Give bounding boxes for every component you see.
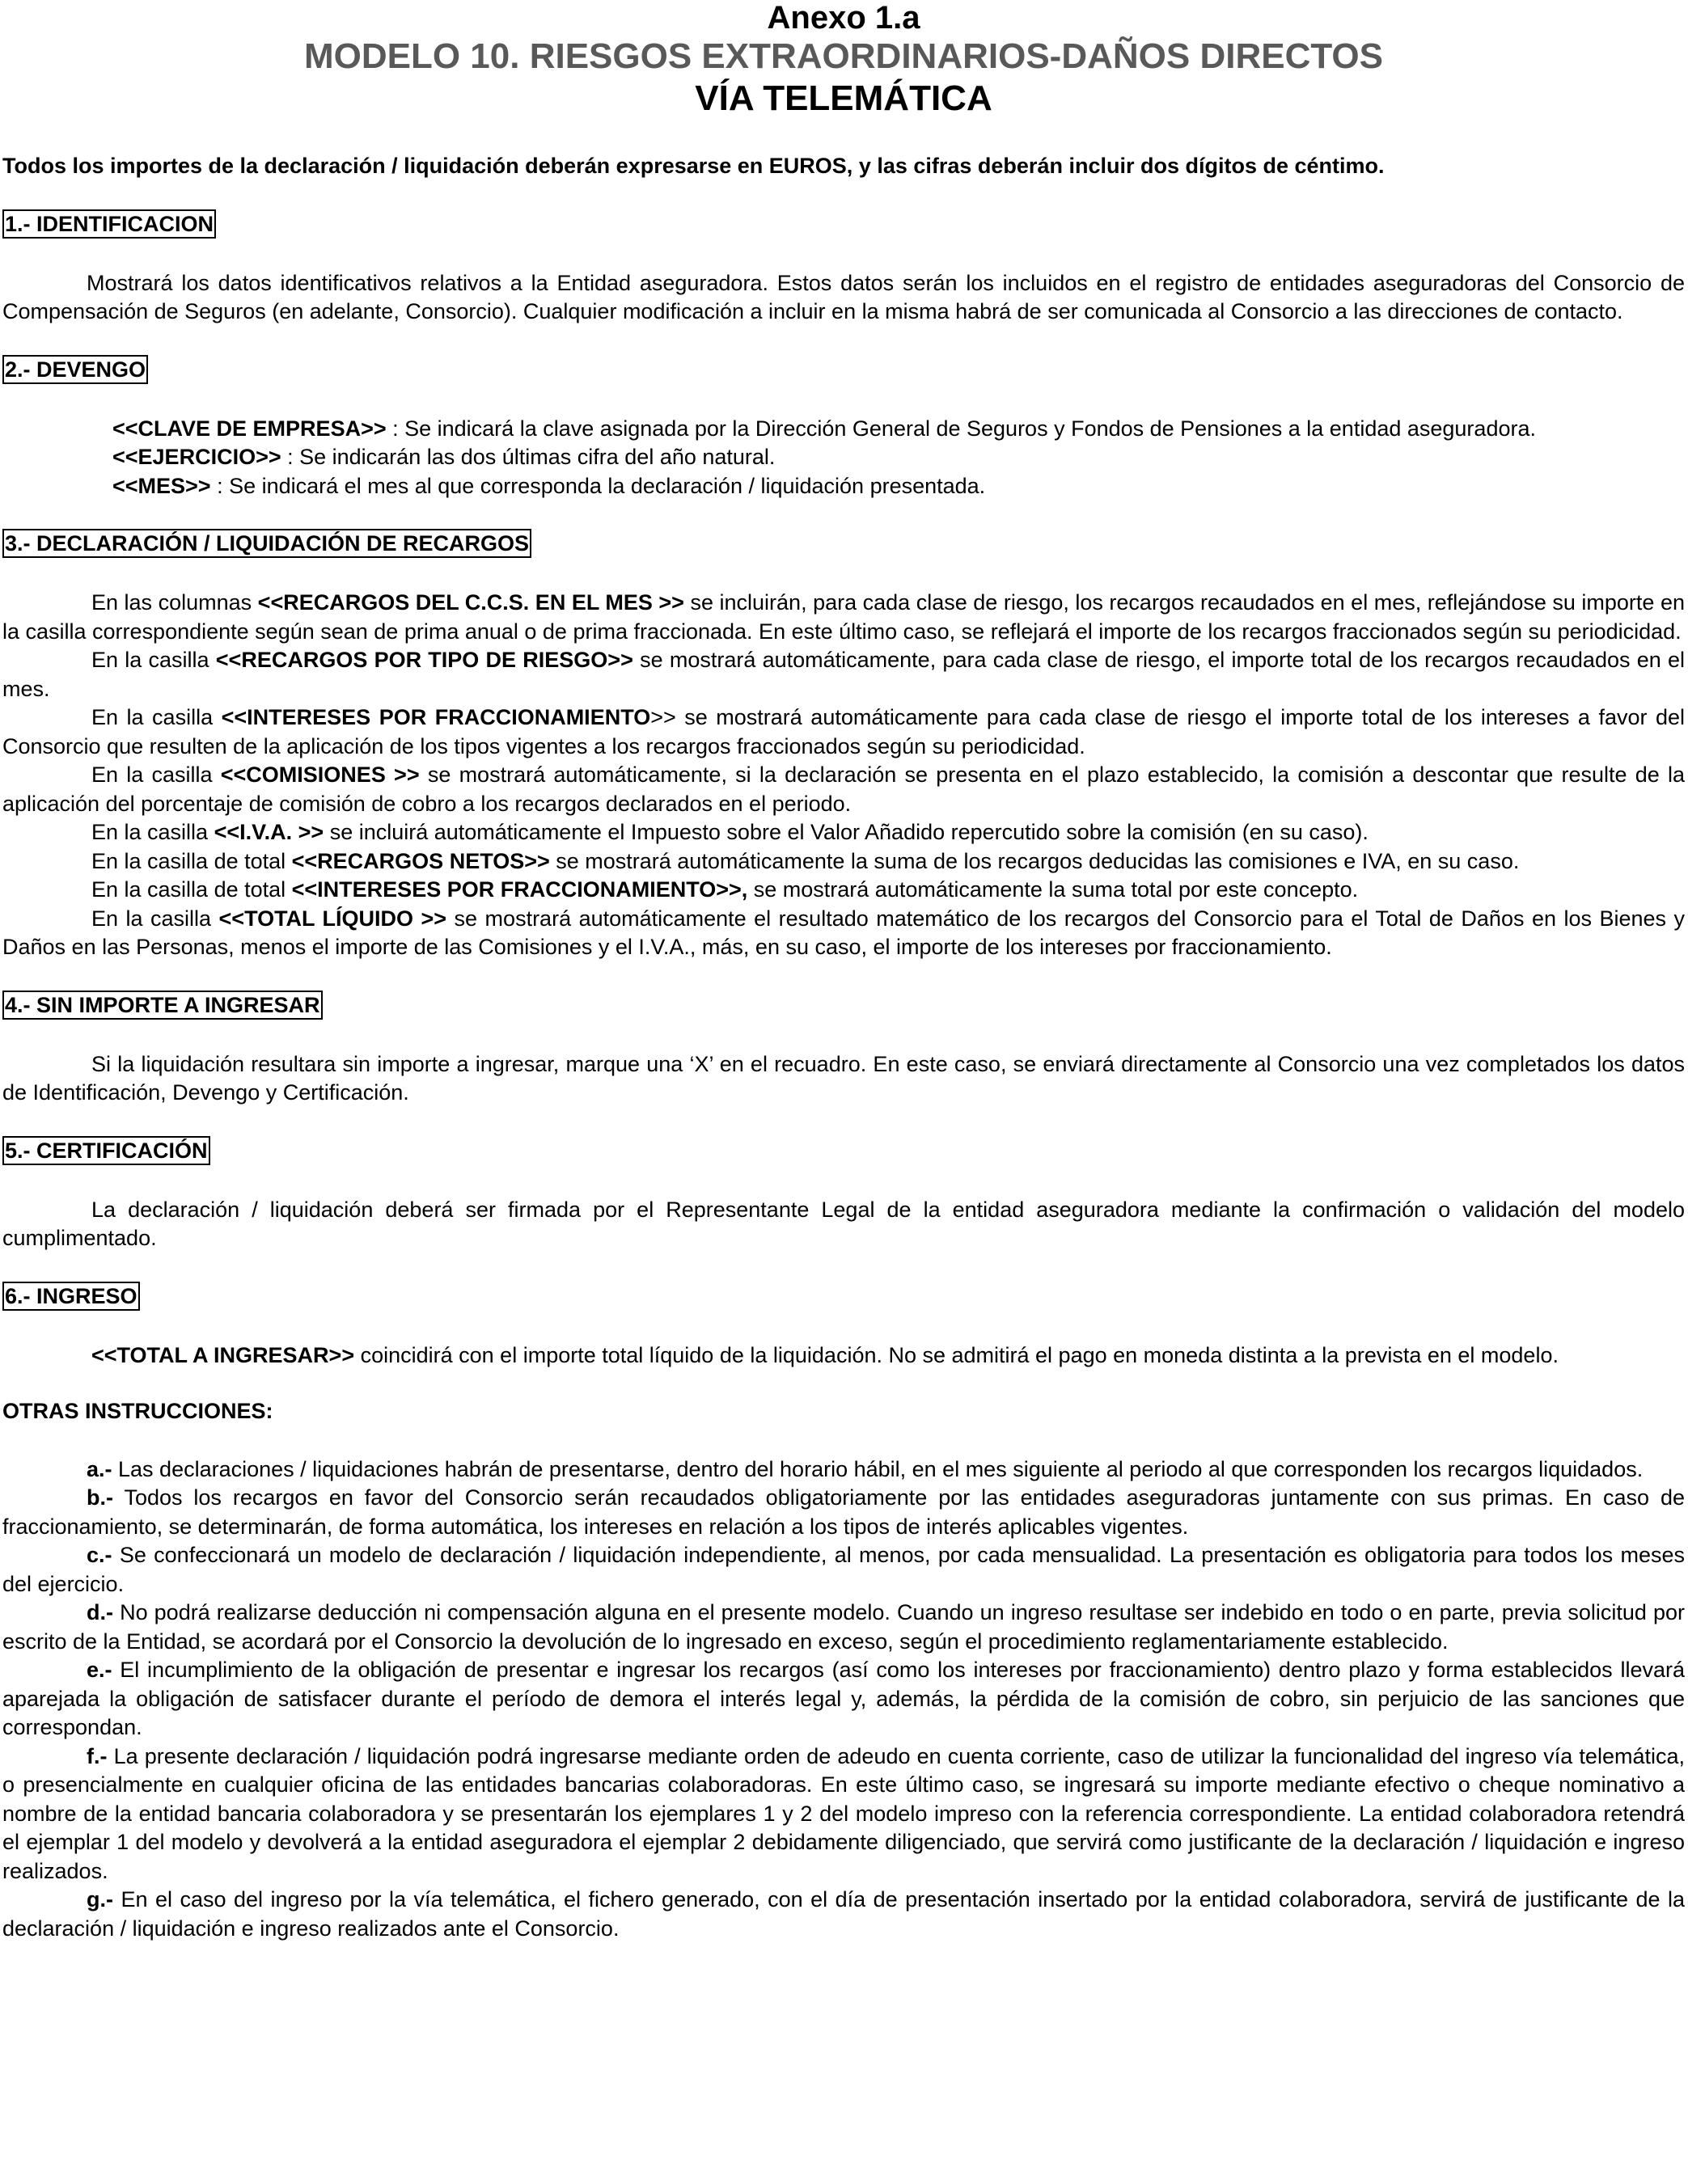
field-desc: se mostrará automáticamente la suma de los recargos deducidas las comisiones e IVA, en su caso. <box>549 848 1520 873</box>
ingreso-text <box>2 1341 1685 1371</box>
field-desc: se incluirá automáticamente el Impuesto sobre el Valor Añadido repercutido sobre la comisión (en su caso). <box>324 820 1369 844</box>
devengo-item <box>2 472 1685 501</box>
item-letter: a.- <box>87 1456 112 1481</box>
instruction-item <box>2 1484 1685 1541</box>
item-lead: En la casilla <box>91 705 222 729</box>
item-letter: c.- <box>87 1543 112 1567</box>
section-title: 2.- DEVENGO <box>2 355 148 384</box>
item-text: El incumplimiento de la obligación de presentar e ingresar los recargos (así como los intereses por fraccionamiento) dentro plazo y forma establecidos llevará aparejada la obligación de satisfacer durante el período de demora el interés legal y, además, la pérdida de la comisión de cobro, sin perjuicio de las sanciones que correspondan. <box>2 1658 1685 1739</box>
item-lead: En la casilla <box>91 648 216 672</box>
field-name: <<I.V.A. >> <box>214 820 324 844</box>
instruction-item <box>2 1656 1685 1743</box>
field-name: <<COMISIONES >> <box>220 762 420 787</box>
item-lead: En la casilla <box>91 820 214 844</box>
section-heading-sin-importe <box>2 991 1685 1021</box>
section-title: 6.- INGRESO <box>2 1282 140 1311</box>
field-name: <<TOTAL LÍQUIDO >> <box>218 906 447 931</box>
instruction-item <box>2 1743 1685 1886</box>
item-text: En el caso del ingreso por la vía telemática, el fichero generado, con el día de presentación insertado por la entidad colaboradora, servirá de justificante de la declaración / liquidación e ingreso realizados ante el Consorcio. <box>2 1887 1685 1941</box>
section-heading-declaracion <box>2 529 1685 560</box>
otras-instrucciones-title: OTRAS INSTRUCCIONES: <box>2 1399 273 1423</box>
item-text: No podrá realizarse deducción ni compensación alguna en el presente modelo. Cuando un ingreso resultase ser indebido en todo o en parte, previa solicitud por escrito de la Entidad, se acordará por el Consorcio la devolución de lo ingresado en exceso, según el procedimiento reglamentariamente establecido. <box>2 1600 1685 1654</box>
field-desc: : Se indicarán las dos últimas cifra del año natural. <box>281 445 776 469</box>
field-name: <<RECARGOS DEL C.C.S. EN EL MES >> <box>257 590 684 615</box>
identificacion-text: Mostrará los datos identificativos relativos a la Entidad aseguradora. Estos datos serán los incluidos en el registro de entidades aseguradoras del Consorcio de Compensación de Seguros (en adelante, Consorcio). Cualquier modificación a incluir en la misma habrá de ser comunicada al Consorcio a las direcciones de contacto. <box>2 270 1685 323</box>
document-page <box>2 0 1685 1943</box>
certificacion-text: La declaración / liquidación deberá ser firmada por el Representante Legal de la entidad aseguradora mediante la confirmación o validación del modelo cumplimentado. <box>2 1197 1685 1250</box>
item-text: La presente declaración / liquidación podrá ingresarse mediante orden de adeudo en cuenta corriente, caso de utilizar la funcionalidad del ingreso vía telemática, o presencialmente en cualquier oficina de las entidades bancarias colaboradoras. En este último caso, se ingresará su importe mediante efectivo o cheque nominativo a nombre de la entidad bancaria colaboradora y se presentarán los ejemplares 1 y 2 del modelo impreso con la referencia correspondiente. La entidad colaboradora retendrá el ejemplar 1 del modelo y devolverá a la entidad aseguradora el ejemplar 2 debidamente diligenciado, que servirá como justificante de la declaración / liquidación e ingreso realizados. <box>2 1743 1685 1883</box>
declaracion-item <box>2 703 1685 761</box>
item-letter: d.- <box>87 1600 113 1624</box>
item-lead: En la casilla de total <box>91 848 292 873</box>
field-desc: : Se indicará el mes al que corresponda la declaración / liquidación presentada. <box>210 473 986 498</box>
field-desc: se mostrará automáticamente la suma total por este concepto. <box>747 877 1359 902</box>
section-title: 4.- SIN IMPORTE A INGRESAR <box>2 991 323 1020</box>
item-letter: f.- <box>87 1743 108 1768</box>
declaracion-item <box>2 847 1685 877</box>
item-lead: En las columnas <box>91 590 258 615</box>
declaracion-item <box>2 818 1685 847</box>
channel-title: VÍA TELEMÁTICA <box>695 78 992 118</box>
item-text: Las declaraciones / liquidaciones habrán de presentarse, dentro del horario hábil, en el mes siguiente al periodo al que corresponden los recargos liquidados. <box>112 1456 1644 1481</box>
section-heading-certificacion <box>2 1136 1685 1167</box>
field-desc: se incluirán, para cada clase de riesgo, los recargos recaudados en el mes, reflejándose su importe en la casilla correspondiente según sean de prima anual o de prima fraccionada. En este último caso, se reflejará el importe de los recargos fraccionados según su periodicidad. <box>2 590 1685 644</box>
field-desc: se mostrará automáticamente el resultado matemático de los recargos del Consorcio para el Total de Daños en los Bienes y Daños en las Personas, menos el importe de las Comisiones y el I.V.A., más, en su caso, el importe de los intereses por fraccionamiento. <box>2 906 1686 959</box>
intro-text: Todos los importes de la declaración / liquidación deberán expresarse en EUROS, y las cifras deberán incluir dos dígitos de céntimo. <box>2 154 1385 178</box>
devengo-item <box>2 415 1685 444</box>
section-title: 5.- CERTIFICACIÓN <box>2 1136 210 1165</box>
item-lead: En la casilla <box>91 906 219 931</box>
instruction-item <box>2 1599 1685 1656</box>
item-letter: b.- <box>87 1485 113 1510</box>
field-desc: se mostrará automáticamente, si la declaración se presenta en el plazo establecido, la comisión a descontar que resulte de la aplicación del porcentaje de comisión de cobro a los recargos declarados en el periodo. <box>2 762 1686 816</box>
declaracion-item <box>2 646 1685 703</box>
field-name: <<EJERCICIO>> <box>112 445 281 469</box>
declaracion-item <box>2 589 1685 646</box>
annex-title: Anexo 1.a <box>767 0 920 36</box>
section-heading-identificacion <box>2 209 1685 240</box>
field-name: <<TOTAL A INGRESAR>> <box>91 1342 355 1367</box>
sin-importe-text: Si la liquidación resultara sin importe a ingresar, marque una ‘X’ en el recuadro. En este caso, se enviará directamente al Consorcio una vez completados los datos de Identificación, Devengo y Certificación. <box>2 1051 1685 1105</box>
field-name: <<RECARGOS NETOS>> <box>291 848 550 873</box>
field-name: <<INTERESES POR FRACCIONAMIENTO <box>221 705 651 729</box>
instruction-item <box>2 1455 1685 1485</box>
section-title: 3.- DECLARACIÓN / LIQUIDACIÓN DE RECARGOS <box>2 529 531 558</box>
instruction-item <box>2 1886 1685 1943</box>
item-letter: e.- <box>87 1658 112 1682</box>
declaracion-item <box>2 761 1685 818</box>
field-name: <<CLAVE DE EMPRESA>> <box>112 416 387 441</box>
item-text: Todos los recargos en favor del Consorcio serán recaudados obligatoriamente por las entidades aseguradoras juntamente con sus primas. En caso de fraccionamiento, se determinarán, de forma automática, los intereses en relación a los tipos de interés aplicables vigentes. <box>2 1485 1685 1539</box>
instruction-item <box>2 1541 1685 1599</box>
field-desc: : Se indicará la clave asignada por la Dirección General de Seguros y Fondos de Pensiones a la entidad aseguradora. <box>386 416 1536 441</box>
field-desc: coincidirá con el importe total líquido de la liquidación. No se admitirá el pago en moneda distinta a la prevista en el modelo. <box>354 1342 1559 1367</box>
devengo-item <box>2 443 1685 472</box>
section-heading-ingreso <box>2 1282 1685 1312</box>
item-lead: En la casilla <box>91 762 221 787</box>
item-lead: En la casilla de total <box>91 877 292 902</box>
item-letter: g.- <box>87 1887 113 1912</box>
declaracion-item <box>2 905 1685 962</box>
declaracion-item <box>2 876 1685 905</box>
model-title: MODELO 10. RIESGOS EXTRAORDINARIOS-DAÑOS DIRECTOS <box>303 36 1383 76</box>
section-heading-devengo <box>2 355 1685 386</box>
item-text: Se confeccionará un modelo de declaración / liquidación independiente, al menos, por cada mensualidad. La presentación es obligatoria para todos los meses del ejercicio. <box>2 1543 1685 1596</box>
section-title: 1.- IDENTIFICACION <box>2 209 216 239</box>
field-desc: se mostrará automáticamente, para cada clase de riesgo, el importe total de los recargos recaudados en el mes. <box>2 648 1685 701</box>
field-name: <<RECARGOS POR TIPO DE RIESGO>> <box>215 648 633 672</box>
field-name: <<INTERESES POR FRACCIONAMIENTO>>, <box>291 877 748 902</box>
field-name: <<MES>> <box>112 473 211 498</box>
field-desc: >> se mostrará automáticamente para cada clase de riesgo el importe total de los intereses a favor del Consorcio que resulten de la aplicación de los tipos vigentes a los recargos fraccionados según su periodicidad. <box>2 705 1686 758</box>
